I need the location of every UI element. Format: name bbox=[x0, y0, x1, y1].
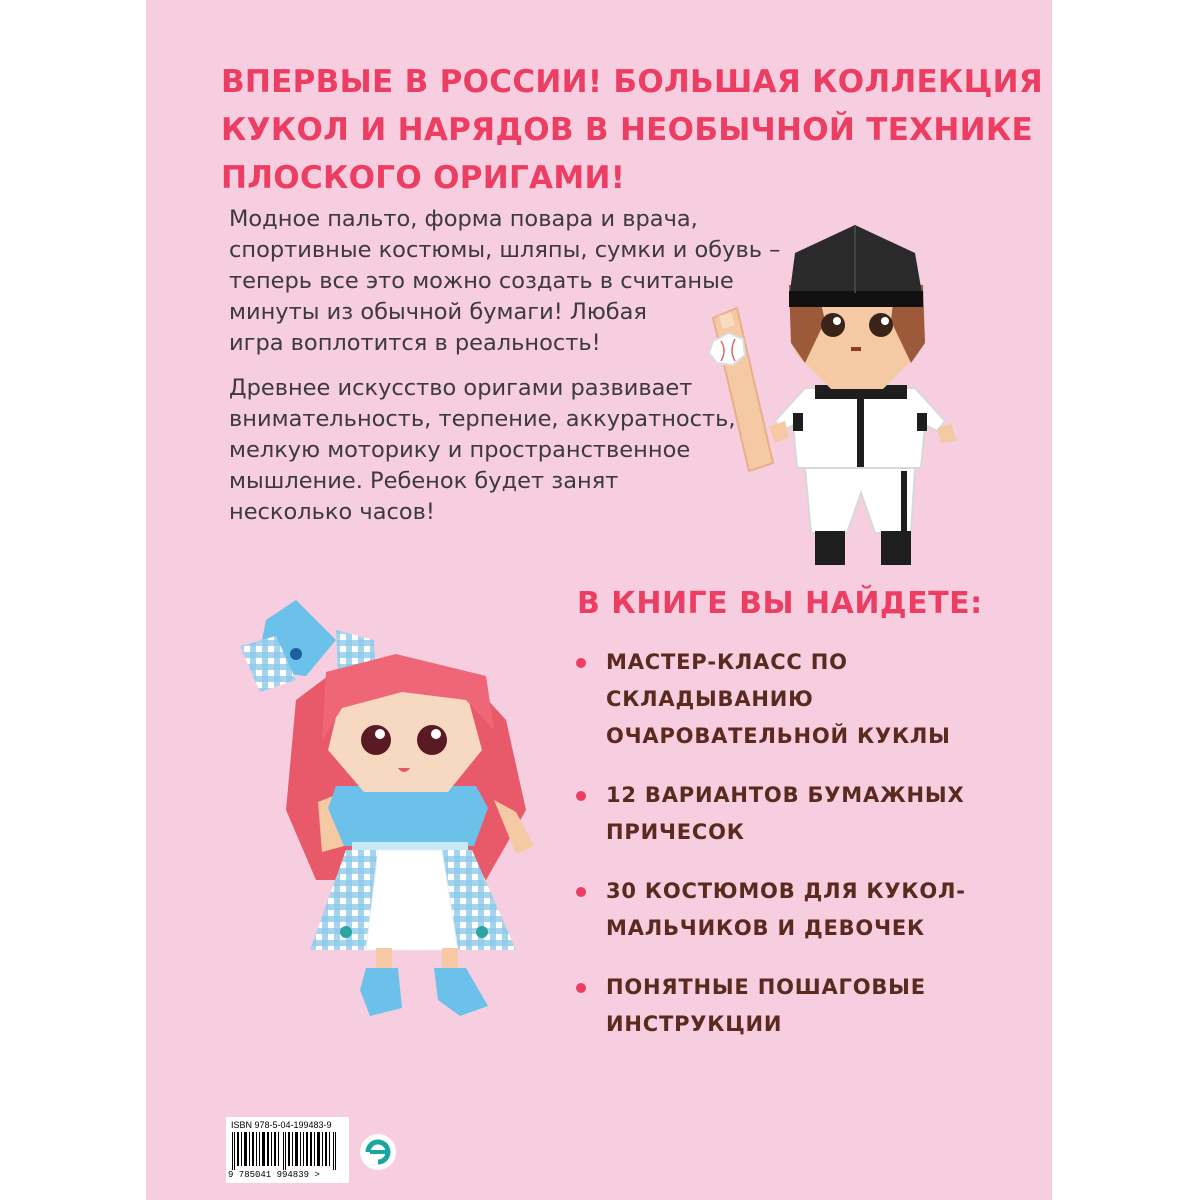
list-item-line: СКЛАДЫВАНИЮ bbox=[606, 687, 814, 711]
list-item bbox=[574, 873, 1014, 947]
list-item-line: ОЧАРОВАТЕЛЬНОЙ КУКЛЫ bbox=[606, 724, 951, 748]
isbn-barcode bbox=[226, 1117, 349, 1183]
list-item bbox=[574, 644, 1014, 755]
headline-line: ВПЕРВЫЕ В РОССИИ! БОЛЬШАЯ КОЛЛЕКЦИЯ bbox=[221, 64, 1044, 100]
bullet-icon bbox=[576, 887, 586, 897]
headline bbox=[221, 58, 1044, 202]
headline-line: ПЛОСКОГО ОРИГАМИ! bbox=[221, 160, 626, 196]
bullet-icon bbox=[576, 983, 586, 993]
list-item bbox=[574, 969, 1014, 1043]
list-item-line: МАЛЬЧИКОВ И ДЕВОЧЕК bbox=[606, 916, 925, 940]
paragraph-line: несколько часов! bbox=[229, 499, 435, 525]
features-title: В КНИГЕ ВЫ НАЙДЕТЕ: bbox=[577, 586, 983, 621]
paragraph-line: Древнее искусство оригами развивает bbox=[229, 375, 693, 401]
eksmo-logo bbox=[358, 1132, 398, 1172]
paragraph-line: мышление. Ребенок будет занят bbox=[229, 468, 619, 494]
list-item bbox=[574, 777, 1014, 851]
paragraph-line: Модное пальто, форма повара и врача, bbox=[229, 206, 698, 232]
baseball-bat-icon bbox=[713, 308, 773, 471]
list-item-line: 12 ВАРИАНТОВ БУМАЖНЫХ bbox=[606, 783, 965, 807]
paragraph-line: минуты из обычной бумаги! Любая bbox=[229, 299, 647, 325]
origami-baseball-player-doll bbox=[705, 213, 985, 573]
list-item-line: 30 КОСТЮМОВ ДЛЯ КУКОЛ- bbox=[606, 879, 966, 903]
origami-girl-doll-blue-dress bbox=[226, 580, 566, 1020]
features-list bbox=[574, 644, 1014, 1065]
list-item-line: ИНСТРУКЦИИ bbox=[606, 1012, 783, 1036]
list-item-line: ПОНЯТНЫЕ ПОШАГОВЫЕ bbox=[606, 975, 926, 999]
baseball-icon bbox=[709, 333, 745, 365]
headline-line: КУКОЛ И НАРЯДОВ В НЕОБЫЧНОЙ ТЕХНИКЕ bbox=[221, 112, 1033, 148]
paragraph-line: игра воплотится в реальность! bbox=[229, 330, 601, 356]
paragraph-line: спортивные костюмы, шляпы, сумки и обувь – bbox=[229, 237, 781, 263]
barcode-icon bbox=[230, 1132, 345, 1170]
list-item-line: МАСТЕР-КЛАСС ПО bbox=[606, 650, 848, 674]
paragraph-line: теперь все это можно создать в считаные bbox=[229, 268, 734, 294]
list-item-line: ПРИЧЕСОК bbox=[606, 820, 745, 844]
barcode-number: 9 785041 994839 > bbox=[228, 1170, 320, 1180]
isbn-text: ISBN 978-5-04-199483-9 bbox=[231, 1120, 332, 1130]
bullet-icon bbox=[576, 658, 586, 668]
paragraph-line: внимательность, терпение, аккуратность, bbox=[229, 406, 736, 432]
paragraph-line: мелкую моторику и пространственное bbox=[229, 437, 691, 463]
bullet-icon bbox=[576, 791, 586, 801]
